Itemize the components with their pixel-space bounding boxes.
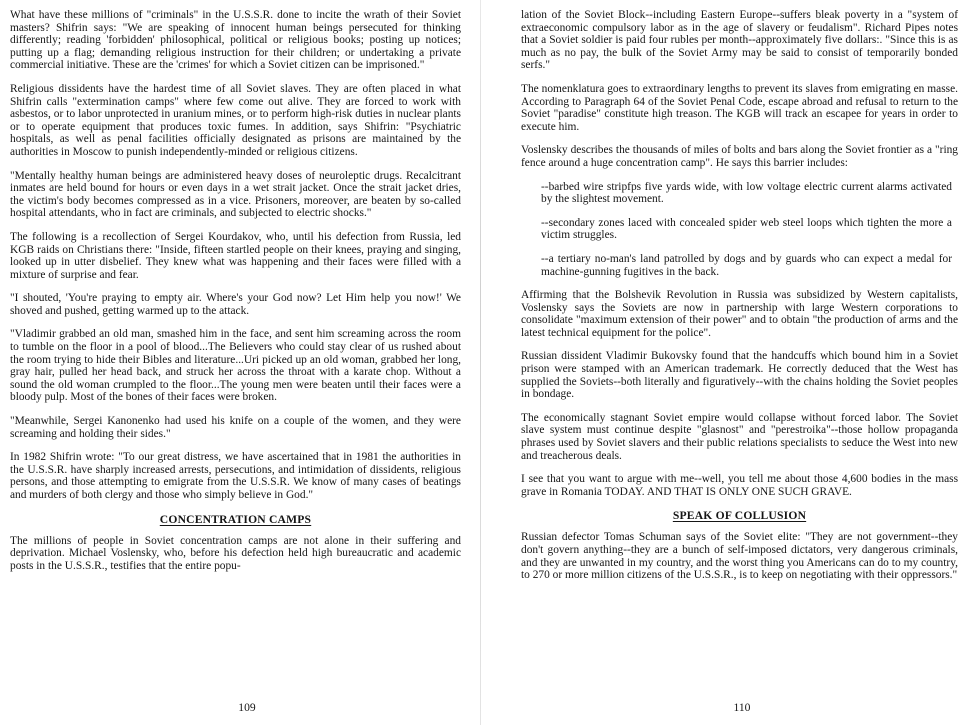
section-heading: SPEAK OF COLLUSION	[672, 509, 807, 523]
paragraph: lation of the Soviet Block--including Eastern Europe--suffers bleak poverty in a "system of extraeconomic compulsory labor as in the age of slavery or feudalism". Richard Pipes notes that a Soviet soldier is paid four rubles per month--approximately five dollars:. "Since this is as much as no pay, the bulk of the Soviet Army may be said to consist of temporarily bonded serfs."	[521, 9, 958, 72]
right-text-column	[521, 9, 958, 593]
paragraph: I see that you want to argue with me--well, you tell me about those 4,600 bodies in the mass grave in Romania TODAY. AND THAT IS ONLY ONE SUCH GRAVE.	[521, 473, 958, 498]
paragraph: "I shouted, 'You're praying to empty air. Where's your God now? Let Him help you now!' We shoved and pushed, getting warmed up to the attack.	[10, 292, 461, 317]
list-item: --a tertiary no-man's land patrolled by dogs and by guards who can expect a medal for machine-gunning fugitives in the back.	[541, 252, 952, 278]
paragraph: Voslensky describes the thousands of miles of bolts and bars along the Soviet frontier as a "ring fence around a huge concentration camp". He says this barrier includes:	[521, 144, 958, 169]
paragraph: Russian defector Tomas Schuman says of the Soviet elite: "They are not government--they don't govern anything--they are a bunch of self-imposed dictators, very dangerous criminals, and they are unwanted in my country, and the worst thing you Americans can do to my country, to 270 or more million citizens of the U.S.S.R., is to keep on negotiating with their oppressors."	[521, 531, 958, 582]
paragraph: "Meanwhile, Sergei Kanonenko had used his knife on a couple of the women, and they were screaming and holding their sides."	[10, 415, 461, 440]
paragraph: The millions of people in Soviet concentration camps are not alone in their suffering and deprivation. Michael Voslensky, who, before his defection held high bureaucratic and academic posts in the U.S.S.R., testifies that the entire popu-	[10, 534, 461, 572]
list-item: --secondary zones laced with concealed spider web steel loops which tighten the more a victim struggles.	[541, 216, 952, 242]
right-page	[486, 0, 972, 725]
paragraph: "Vladimir grabbed an old man, smashed him in the face, and sent him screaming across the room to tumble on the floor in a pool of blood...The Believers who could stay clear of us rushed about the room trying to hide their Bibles and literature...Uri picked up an old woman, grabbed her long, gray hair, pulled her head back, and struck her across the throat with a karate chop. Without a sound the old woman crumpled to the floor...The young men were beaten until their faces were a bloody pulp. Most of the bones of their faces were broken.	[10, 328, 461, 404]
paragraph: The nomenklatura goes to extraordinary lengths to prevent its slaves from emigrating en masse. According to Paragraph 64 of the Soviet Penal Code, escape abroad and refusal to return to the Soviet "paradise" constitute high treason. The KGB will track an escapee for years in order to execute him.	[521, 82, 958, 133]
paragraph: What have these millions of "criminals" in the U.S.S.R. done to incite the wrath of their Soviet masters? Shifrin says: "We are speaking of innocent human beings persecuted for thinking differently; reading 'forbidden' philosophical, political or religious books; posting up notices; putting up a flag; demanding religious instruction for their children; or undertaking a private commercial initiative. These are the 'crimes' for which a Soviet citizen can be imprisoned."	[10, 9, 461, 72]
paragraph: The economically stagnant Soviet empire would collapse without forced labor. The Soviet slave system must continue despite "glasnost" and "perestroika"--those hollow propaganda phrases used by Soviet slavers and their public relations specialists to seduce the West into new and treacherous deals.	[521, 411, 958, 462]
list-item: --barbed wire stripfps five yards wide, with low voltage electric current alarms activated by the slightest movement.	[541, 180, 952, 206]
page-number: 109	[238, 701, 256, 714]
paragraph: Affirming that the Bolshevik Revolution in Russia was subsidized by Western capitalists, Voslensky says the Soviets are now in partnership with large Western corporations to consolidate "maximum extension of their power" and to obtain "the production of arms and the latest technical equipment for the police".	[521, 289, 958, 339]
paragraph: The following is a recollection of Sergei Kourdakov, who, until his defection from Russia, led KGB raids on Christians there: "Inside, fifteen startled people on their knees, praying and singing, looked up in utter disbelief. They knew what was happening and their faces were filled with a mixture of surprise and fear.	[10, 230, 461, 281]
page-number: 110	[733, 701, 751, 714]
book-gutter	[480, 0, 481, 725]
paragraph: In 1982 Shifrin wrote: "To our great distress, we have ascertained that in 1981 the authorities in the U.S.S.R. have sharply increased arrests, persecutions, and intimidation of dissidents, religious persons, and those attempting to emigrate from the U.S.S.R. We know of many cases of beatings and murders of both clergy and those who simply believe in God."	[10, 451, 461, 501]
paragraph: "Mentally healthy human beings are administered heavy doses of neuroleptic drugs. Recalcitrant inmates are held bound for hours or even days in a wet strait jacket. Once the strait jacket dries, the victim's body becomes compressed as in a vice. Prisoners, moreover, are beaten by so-called hospital attendants, who in fact are criminals, and subjected to electric shocks."	[10, 169, 461, 220]
left-text-column	[10, 9, 461, 583]
section-heading: CONCENTRATION CAMPS	[159, 512, 312, 526]
paragraph: Russian dissident Vladimir Bukovsky found that the handcuffs which bound him in a Soviet prison were stamped with an American trademark. He correctly deduced that the West has supplied the Soviets--both literally and figuratively--with the chains holding the Soviet peoples in bondage.	[521, 350, 958, 401]
paragraph: Religious dissidents have the hardest time of all Soviet slaves. They are often placed in what Shifrin calls "extermination camps" where few come out alive. They are forced to work with asbestos, or to labor unprotected in uranium mines, or to perform high-risk duties in nuclear plants or to operate equipment that produces toxic fumes. In addition, says Shifrin: "Psychiatric hospitals, as well as penal facilities officially designated as prisons are maintained by the authorities in Moscow to punish independently-minded or religious citizens.	[10, 82, 461, 158]
